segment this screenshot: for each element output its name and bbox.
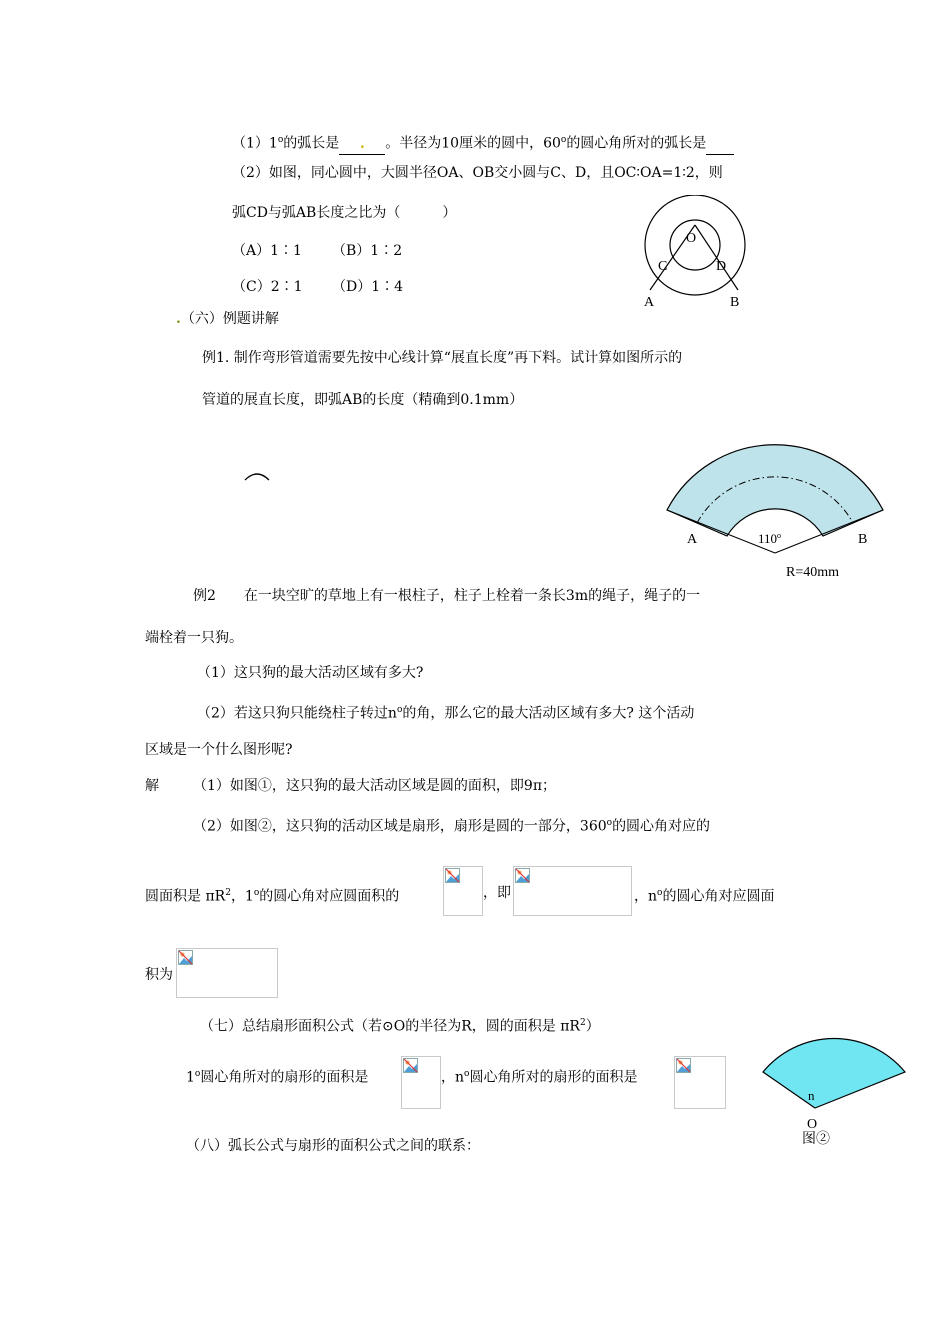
solution-step-3b: ，即 xyxy=(483,885,511,901)
label-c: C xyxy=(658,259,668,274)
broken-image-icon xyxy=(403,1058,418,1073)
example-1-line2: 管道的展直长度，即弧AB的长度（精确到0.1mm） xyxy=(202,392,524,408)
label-a: A xyxy=(644,295,655,310)
pipe-angle-label: 110$^o$ xyxy=(758,531,782,546)
solution-step-3c: ，$n^o$的圆心角对应圆面 xyxy=(634,888,775,905)
question-1: （1）1$^o$的弧长是 . 。半径为10厘米的圆中，60$^o$的圆心角所对的弧长是 xyxy=(232,130,734,155)
pipe-label-a: A xyxy=(687,532,698,547)
sector-center-label: O xyxy=(807,1117,818,1132)
pipe-radius-label: R=40mm xyxy=(786,565,840,580)
pipe-label-b: B xyxy=(858,532,868,547)
example-1-line1: 例1. 制作弯形管道需要先按中心线计算“展直长度”再下料。试计算如图所示的 xyxy=(202,350,683,366)
label-o: O xyxy=(686,231,697,246)
example-2-q1: （1）这只狗的最大活动区域有多大? xyxy=(197,665,424,681)
solution-label: 解 xyxy=(145,778,159,794)
solution-step-1: （1）如图①，这只狗的最大活动区域是圆的面积，即9π； xyxy=(193,778,557,794)
option-c: （C）2∶1 xyxy=(232,279,303,295)
solution-step-3a: 圆面积是 $\pi R^2$，1$^o$的圆心角对应圆面积的 xyxy=(145,888,400,905)
section-7-heading: （七）总结扇形面积公式（若⊙O的半径为R，圆的面积是 $\pi R^2$） xyxy=(200,1018,600,1035)
question-2-line1: （2）如图，同心圆中，大圆半径OA、OB交小圆与C、D，且OC∶OA=1∶2，则 xyxy=(232,165,723,181)
example-2-line2: 端栓着一只狗。 xyxy=(145,630,243,646)
pipe-figure xyxy=(660,425,900,585)
sector-shape xyxy=(763,1039,905,1108)
sector-angle-label: n xyxy=(808,1088,815,1103)
solution-step-2: （2）如图②，这只狗的活动区域是扇形，扇形是圆的一部分，360$^o$的圆心角对应的 xyxy=(193,818,711,835)
section-8-heading: （八）弧长公式与扇形的面积公式之间的联系： xyxy=(186,1138,480,1154)
broken-image-icon xyxy=(445,868,460,883)
answer-blank-2 xyxy=(706,134,734,155)
section-7-line1b: ，$n^o$圆心角所对的扇形的面积是 xyxy=(441,1069,638,1086)
formula-image-5 xyxy=(674,1056,726,1109)
solution-step-4: 积为 xyxy=(145,967,173,983)
sector-caption: 图② xyxy=(802,1132,830,1147)
radius-ob xyxy=(695,225,738,290)
section-6-heading: .（六）例题讲解 xyxy=(176,311,279,327)
broken-image-icon xyxy=(515,868,530,883)
formula-image-2 xyxy=(513,866,632,916)
label-b: B xyxy=(730,295,740,310)
broken-image-icon xyxy=(676,1058,691,1073)
formula-image-1 xyxy=(443,866,483,916)
broken-image-icon xyxy=(178,950,193,965)
question-2-line2: 弧CD与弧AB长度之比为（ ） xyxy=(232,205,457,221)
concentric-circles-figure xyxy=(630,195,770,315)
formula-image-4 xyxy=(401,1056,441,1109)
option-b: （B）1∶2 xyxy=(332,243,403,259)
arc-symbol xyxy=(244,470,270,482)
example-2-line1: 例2 在一块空旷的草地上有一根柱子，柱子上栓着一条长3m的绳子，绳子的一 xyxy=(193,588,701,604)
label-d: D xyxy=(716,259,727,274)
answer-blank-1: . xyxy=(339,134,385,155)
option-a: （A）1∶1 xyxy=(232,243,302,259)
sector-figure xyxy=(755,1018,915,1153)
example-2-q2-cont: 区域是一个什么图形呢? xyxy=(145,742,293,758)
pipe-band xyxy=(667,445,883,536)
section-7-line1a: 1$^o$圆心角所对的扇形的面积是 xyxy=(186,1069,369,1086)
example-2-q2: （2）若这只狗只能绕柱子转过$n^o$的角，那么它的最大活动区域有多大? 这个活动 xyxy=(197,705,695,722)
formula-image-3 xyxy=(176,948,278,998)
option-d: （D）1∶4 xyxy=(332,279,404,295)
